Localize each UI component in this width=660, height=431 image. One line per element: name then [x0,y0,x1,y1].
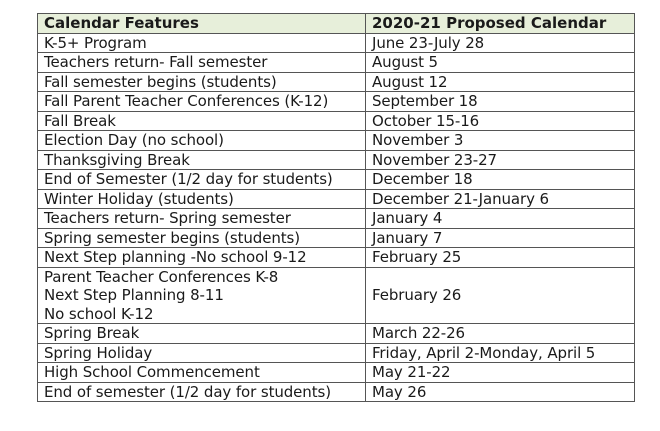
table-row [38,33,635,53]
feature-cell: Teachers return- Spring semester [38,209,366,229]
table-row [38,248,635,268]
feature-cell: Teachers return- Fall semester [38,53,366,73]
table-row [38,189,635,209]
date-cell: August 5 [366,53,635,73]
date-cell: May 21-22 [366,363,635,383]
date-cell: August 12 [366,72,635,92]
date-cell: February 26 [366,267,635,324]
table-row [38,131,635,151]
table-header-row [38,14,635,34]
date-cell: June 23-July 28 [366,33,635,53]
feature-cell: K-5+ Program [38,33,366,53]
table-row [38,363,635,383]
feature-line: Parent Teacher Conferences K-8 [44,267,279,286]
feature-cell: Thanksgiving Break [38,150,366,170]
feature-cell: Fall Break [38,111,366,131]
table-row [38,53,635,73]
table-row [38,72,635,92]
feature-line: Next Step Planning 8-11 [44,286,224,304]
feature-cell: Election Day (no school) [38,131,366,151]
feature-cell: Next Step planning -No school 9-12 [38,248,366,268]
table-body [38,33,635,402]
table-row [38,382,635,402]
header-calendar-features: Calendar Features [38,14,366,34]
feature-cell: Spring semester begins (students) [38,228,366,248]
table-row [38,111,635,131]
table-row [38,324,635,344]
header-proposed-calendar: 2020-21 Proposed Calendar [366,14,635,34]
table-row [38,150,635,170]
feature-cell: Fall semester begins (students) [38,72,366,92]
feature-cell: High School Commencement [38,363,366,383]
table-row [38,343,635,363]
feature-cell [38,267,366,324]
feature-cell: Fall Parent Teacher Conferences (K-12) [38,92,366,112]
table-row [38,92,635,112]
date-cell: March 22-26 [366,324,635,344]
date-cell: February 25 [366,248,635,268]
date-cell: Friday, April 2-Monday, April 5 [366,343,635,363]
table-row [38,170,635,190]
table-row [38,228,635,248]
date-cell: January 4 [366,209,635,229]
date-cell: November 23-27 [366,150,635,170]
table-row [38,209,635,229]
calendar-table [37,13,635,402]
table-row [38,267,635,324]
feature-cell: Spring Holiday [38,343,366,363]
date-cell: January 7 [366,228,635,248]
feature-cell: Winter Holiday (students) [38,189,366,209]
date-cell: September 18 [366,92,635,112]
date-cell: October 15-16 [366,111,635,131]
date-cell: May 26 [366,382,635,402]
date-cell: December 18 [366,170,635,190]
date-cell: December 21-January 6 [366,189,635,209]
feature-cell: End of semester (1/2 day for students) [38,382,366,402]
feature-cell: End of Semester (1/2 day for students) [38,170,366,190]
feature-line: No school K-12 [44,304,154,323]
date-cell: November 3 [366,131,635,151]
feature-cell: Spring Break [38,324,366,344]
